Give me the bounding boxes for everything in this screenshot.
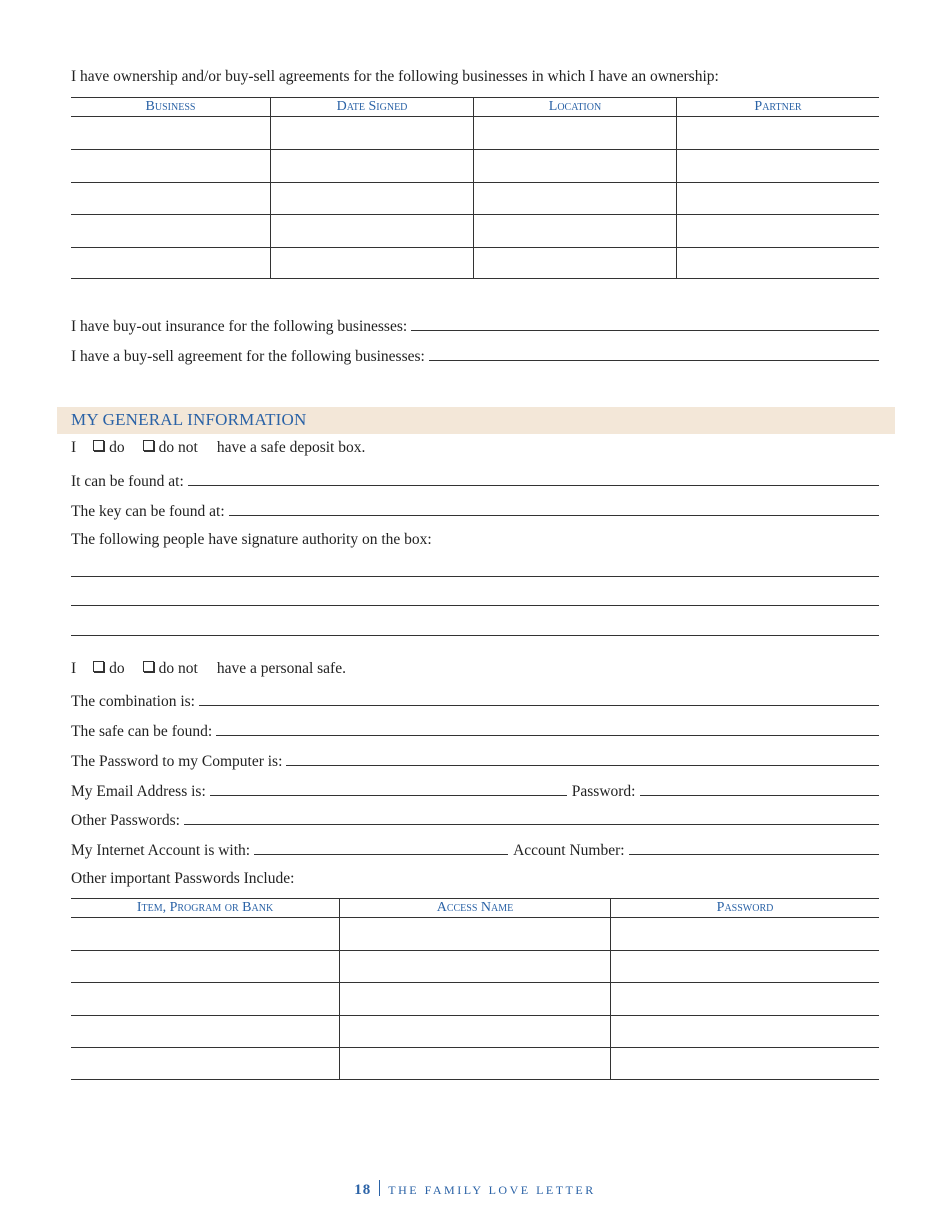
table-row [71, 183, 879, 215]
email-row [71, 781, 879, 801]
table-cell[interactable] [71, 183, 271, 215]
ownership-intro: I have ownership and/or buy-sell agreements for the following businesses in which I have an ownership: [71, 68, 719, 85]
table-row [71, 215, 879, 248]
table-cell[interactable] [474, 150, 677, 183]
table-cell[interactable] [340, 918, 611, 951]
internet-account-row [71, 840, 879, 860]
footer-divider [379, 1180, 380, 1196]
internet-account-input[interactable] [254, 840, 508, 855]
table-cell[interactable] [71, 918, 340, 951]
table-cell[interactable] [340, 951, 611, 983]
table-cell[interactable] [71, 150, 271, 183]
table-cell[interactable] [677, 215, 880, 248]
page-number: 18 [354, 1182, 372, 1198]
box-location-label: It can be found at: [71, 473, 184, 490]
table-cell[interactable] [71, 248, 271, 279]
buy-sell-input[interactable] [429, 346, 879, 361]
column-header-password: Password [611, 899, 880, 918]
personal-safe-choice [71, 660, 346, 678]
safe-do-not-label: do not [158, 660, 198, 677]
account-number-input[interactable] [629, 840, 879, 855]
other-passwords-input[interactable] [184, 810, 879, 825]
buy-sell-label: I have a buy-sell agreement for the following businesses: [71, 348, 425, 365]
table-cell[interactable] [71, 1016, 340, 1048]
table-cell[interactable] [677, 183, 880, 215]
computer-password-input[interactable] [286, 751, 879, 766]
important-passwords-label: Other important Passwords Include: [71, 870, 295, 887]
email-label: My Email Address is: [71, 783, 206, 800]
business-table [71, 97, 879, 279]
safe-do-not-checkbox[interactable] [143, 661, 154, 672]
table-cell[interactable] [474, 215, 677, 248]
computer-password-label: The Password to my Computer is: [71, 753, 283, 770]
signature-authority-line[interactable] [71, 576, 879, 577]
other-passwords-label: Other Passwords: [71, 812, 180, 829]
box-location-field [71, 471, 879, 491]
buyout-insurance-label: I have buy-out insurance for the following businesses: [71, 318, 408, 335]
table-cell[interactable] [474, 183, 677, 215]
table-cell[interactable] [71, 1048, 340, 1080]
table-cell[interactable] [271, 248, 474, 279]
safe-deposit-box-choice [71, 439, 365, 457]
table-row [71, 918, 879, 951]
signature-authority-label: The following people have signature authority on the box: [71, 531, 432, 548]
deposit-prefix: I [71, 439, 77, 456]
table-cell[interactable] [71, 983, 340, 1016]
deposit-suffix: have a safe deposit box. [216, 439, 366, 456]
table-cell[interactable] [611, 983, 880, 1016]
table-row [71, 983, 879, 1016]
table-row [71, 248, 879, 279]
table-cell[interactable] [474, 117, 677, 150]
table-cell[interactable] [677, 150, 880, 183]
table-row [71, 117, 879, 150]
table-cell[interactable] [677, 117, 880, 150]
table-cell[interactable] [71, 951, 340, 983]
table-cell[interactable] [340, 1048, 611, 1080]
key-location-label: The key can be found at: [71, 503, 225, 520]
page-footer [0, 1180, 950, 1199]
table-cell[interactable] [271, 150, 474, 183]
key-location-input[interactable] [229, 501, 879, 516]
table-cell[interactable] [611, 951, 880, 983]
table-cell[interactable] [340, 983, 611, 1016]
column-header-item: Item, Program or Bank [71, 899, 340, 918]
column-header-location: Location [474, 98, 677, 117]
table-cell[interactable] [271, 183, 474, 215]
table-row [71, 150, 879, 183]
combination-input[interactable] [199, 691, 879, 706]
safe-do-checkbox[interactable] [93, 661, 104, 672]
safe-location-input[interactable] [216, 721, 879, 736]
signature-authority-line[interactable] [71, 605, 879, 606]
email-input[interactable] [210, 781, 567, 796]
combination-field [71, 691, 879, 711]
table-row [71, 1016, 879, 1048]
signature-authority-line[interactable] [71, 635, 879, 636]
email-password-label: Password: [571, 783, 636, 800]
column-header-date-signed: Date Signed [271, 98, 474, 117]
table-cell[interactable] [71, 117, 271, 150]
safe-location-field [71, 721, 879, 741]
key-location-field [71, 501, 879, 521]
table-cell[interactable] [474, 248, 677, 279]
table-cell[interactable] [611, 1048, 880, 1080]
table-row [71, 951, 879, 983]
column-header-access-name: Access Name [340, 899, 611, 918]
safe-prefix: I [71, 660, 77, 677]
table-cell[interactable] [71, 215, 271, 248]
computer-password-field [71, 751, 879, 771]
email-password-input[interactable] [640, 781, 880, 796]
combination-label: The combination is: [71, 693, 195, 710]
account-number-label: Account Number: [513, 842, 625, 859]
safe-do-label: do [109, 660, 125, 677]
footer-title: THE FAMILY LOVE LETTER [388, 1183, 596, 1197]
table-cell[interactable] [611, 1016, 880, 1048]
safe-suffix: have a personal safe. [216, 660, 346, 677]
deposit-do-label: do [109, 439, 125, 456]
buy-sell-field [71, 346, 879, 366]
other-passwords-field [71, 810, 879, 830]
internet-account-label: My Internet Account is with: [71, 842, 251, 859]
deposit-do-not-checkbox[interactable] [143, 440, 154, 451]
table-cell[interactable] [677, 248, 880, 279]
table-cell[interactable] [340, 1016, 611, 1048]
safe-location-label: The safe can be found: [71, 723, 213, 740]
table-cell[interactable] [271, 215, 474, 248]
column-header-partner: Partner [677, 98, 880, 117]
table-cell[interactable] [611, 918, 880, 951]
section-title: MY GENERAL INFORMATION [71, 410, 307, 429]
deposit-do-not-label: do not [158, 439, 198, 456]
passwords-table [71, 898, 879, 1080]
box-location-input[interactable] [188, 471, 879, 486]
column-header-business: Business [71, 98, 271, 117]
deposit-do-checkbox[interactable] [93, 440, 104, 451]
table-cell[interactable] [271, 117, 474, 150]
buyout-insurance-field [71, 316, 879, 336]
buyout-insurance-input[interactable] [411, 316, 879, 331]
table-row [71, 1048, 879, 1080]
